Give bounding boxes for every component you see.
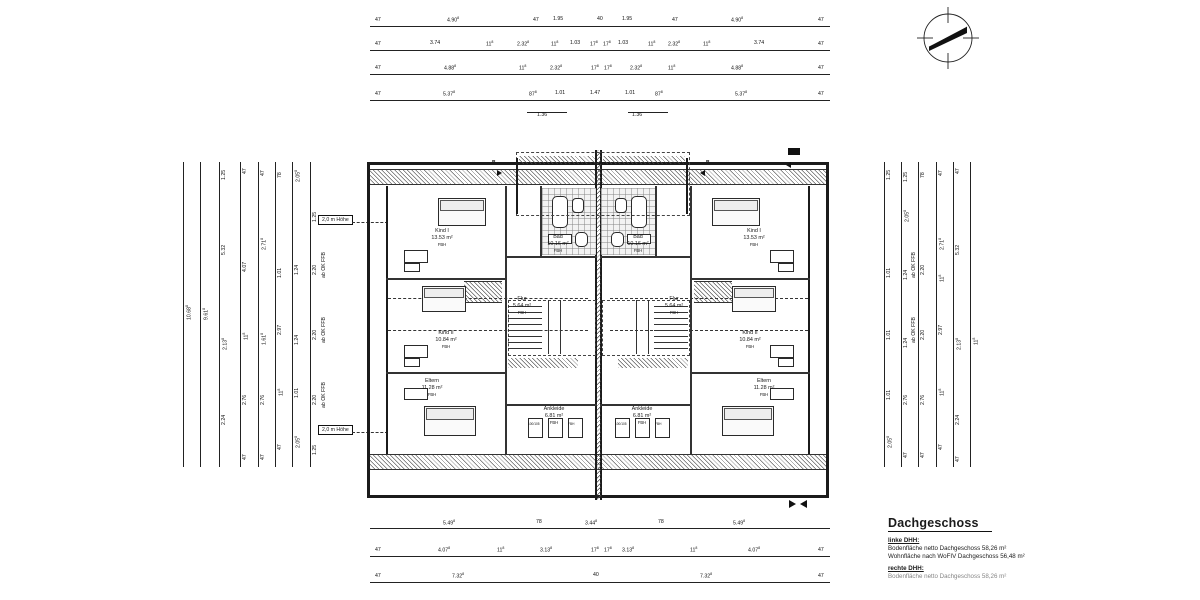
dim-line — [370, 50, 830, 51]
dim-line — [370, 26, 830, 27]
floor-plan-drawing: 47 4.90$^8$ 47 1.95 40 1.95 47 4.90$^8$ 47 47 3.74 $11^8$ 2.32$^8$ $11^8$ 1.03 $17^8$ $17^8$ 1.03 $11^8$ 2.32$^8$ $11^8$ 3.74 47 47 4.88$^8$ $11^8$ 2.32$^8$ $17^8$ $17^8$ 2.32$^8$ $11^8$ 4.88$^8$ 47 47 5.37$^8$ $87^8$ 1.01 1.47 1.01 $87^8$ 5.37$^8$ 47 1.36 1.36 10.68$^8$ 9.61$^8$ 1.25 5.32 2.13$^8$ 2.24 47 4.07 $11^8$ 2.76 47 47 2.71$^8$ 1.61$^8$ 2.76 47 78 1.01 2.97 $11^8$ 47 2.05$^8$ 1.24 1.24 1.01 2.05$^8$ 1.25 2.20 ab OK FFB 2.20 ab OK FFB 2.20 ab OK FFB 1.25 2,0 m Höhe 2,0 m Höhe 1.25 1.01 1.01 1.01 2.05$^8$ 1.25 2.05$^8$ 1.24 1.24 2.76 47 78 2.20 ab OK FFB 2.20 ab OK FFB 2.76 47 47 2.71$^8$ $11^8$ 2.97 $11^8$ 47 47 5.32 2.13$^8$ 2.24 47 $11^8$ 100/105 FBH Kind I 13.53 m² FBH Bad 10.16 m² FBH Flur 5.64 m² FBH Kind II 10.84 m² FBH Eltern 11.28 m² FBH Ankleide 6.81 m² FBH 100/105 FBH Kind I 13.53 m² FBH Bad 10.16 m² FBH Flur 5.64 m² FBH Kind II 10.84 m² FBH Eltern 11.28 m² FBH Ankleide 6.81 m² FBH B B 5.49$^8$ 78 3.44$^8$ 78 5.49$^8$ 47 4.07$^8$ $11^8$ 3.13$^8$ $17^8$ $17^8$ 3.13$^8$ $11^8$ 4.07$^8$ 47 47 7.32$^8$ 40 7.32$^8$ 47 Dachgeschoss linke DHH: Bodenfläche netto Dachgeschoss 58,26 m² Wohnfläche nach WoFIV Dachgeschoss 56,48 m² rechte DHH: Bodenfläche netto Dachgeschoss 58,26 m² — [0, 0, 1200, 600]
dim-value: $87^8$ — [529, 90, 537, 98]
dim-value: $11^8$ — [519, 64, 527, 72]
room-label: Kind II 10.84 m² FBH — [739, 330, 761, 349]
section-mark-left: B — [492, 160, 496, 166]
dim-value: $17^8$ — [590, 40, 598, 48]
dim-value: 3.74 — [430, 40, 441, 46]
dim-line — [370, 100, 830, 101]
height-note-top: 2,0 m Höhe — [318, 215, 353, 225]
dim-value: 4.88$^8$ — [444, 64, 457, 72]
dim-value: 1.47 — [590, 90, 601, 96]
dim-value: 2.32$^8$ — [630, 64, 643, 72]
dim-value: 47 — [375, 65, 381, 71]
dim-value: $11^8$ — [486, 40, 494, 48]
dim-value: 1.95 — [622, 16, 633, 22]
legend-left-line-1: Bodenfläche netto Dachgeschoss 58,26 m² — [888, 544, 1007, 552]
view-direction-marker-bottom — [789, 500, 796, 508]
dim-line — [370, 74, 830, 75]
room-label: Flur 5.64 m² FBH — [512, 296, 532, 315]
dim-value: $17^8$ — [603, 40, 611, 48]
dim-value: $11^8$ — [703, 40, 711, 48]
dim-value: 47 — [818, 41, 824, 47]
dim-value: $17^8$ — [604, 64, 612, 72]
dim-value: 2.32$^8$ — [550, 64, 563, 72]
dim-value: 1.95 — [553, 16, 564, 22]
view-direction-marker-top — [788, 148, 800, 155]
dim-value: 1.03 — [570, 40, 581, 46]
dim-value: 4.90$^8$ — [447, 16, 460, 24]
dim-value: $11^8$ — [648, 40, 656, 48]
height-note-bottom: 2,0 m Höhe — [318, 425, 353, 435]
dim-value: 47 — [672, 17, 678, 23]
room-label: Kind I 13.53 m² FBH — [431, 228, 453, 247]
dim-value: 47 — [375, 17, 381, 23]
legend-block — [888, 516, 1188, 580]
room-label: Kind I 13.53 m² FBH — [743, 228, 765, 247]
dim-value: 47 — [818, 91, 824, 97]
dim-value: 3.74 — [754, 40, 765, 46]
dim-value: 4.90$^8$ — [731, 16, 744, 24]
dim-value: 1.36 — [632, 112, 643, 118]
dim-value: $87^8$ — [655, 90, 663, 98]
room-label: Ankleide 6.81 m² FBH — [631, 406, 653, 425]
dim-value: $17^8$ — [591, 64, 599, 72]
dim-value: 47 — [818, 65, 824, 71]
room-label: Bad 10.16 m² FBH — [547, 234, 569, 253]
dim-value: 1.36 — [537, 112, 548, 118]
dim-value: 1.01 — [555, 90, 566, 96]
legend-left-line-2: Wohnfläche nach WoFIV Dachgeschoss 56,48 m² — [888, 552, 1025, 560]
dim-value: 5.37$^8$ — [735, 90, 748, 98]
dim-value: 47 — [375, 91, 381, 97]
dim-value: 47 — [533, 17, 539, 23]
dim-value: 5.37$^8$ — [443, 90, 456, 98]
legend-right-heading: rechte DHH: — [888, 564, 924, 572]
dim-value: 2.32$^8$ — [668, 40, 681, 48]
dim-value: 40 — [597, 16, 603, 22]
room-label: Kind II 10.84 m² FBH — [435, 330, 457, 349]
drawing-title: Dachgeschoss — [888, 516, 979, 530]
room-label: Ankleide 6.81 m² FBH — [543, 406, 565, 425]
dim-value: $11^8$ — [668, 64, 676, 72]
dim-value: 1.03 — [618, 40, 629, 46]
room-label: Flur 5.64 m² FBH — [664, 296, 684, 315]
dim-value: 2.32$^8$ — [517, 40, 530, 48]
legend-right-line-1: Bodenfläche netto Dachgeschoss 58,26 m² — [888, 572, 1007, 580]
dim-value: 47 — [818, 17, 824, 23]
room-label: Eltern 11.28 m² FBH — [421, 378, 443, 397]
dim-value: 4.88$^8$ — [731, 64, 744, 72]
room-label: Bad 10.16 m² FBH — [627, 234, 649, 253]
section-mark-right: B — [706, 160, 710, 166]
legend-left-heading: linke DHH: — [888, 536, 920, 544]
dim-value: 1.01 — [625, 90, 636, 96]
north-arrow-compass — [915, 5, 981, 71]
dim-value: 47 — [375, 41, 381, 47]
dim-value: $11^8$ — [551, 40, 559, 48]
room-label: Eltern 11.28 m² FBH — [753, 378, 775, 397]
